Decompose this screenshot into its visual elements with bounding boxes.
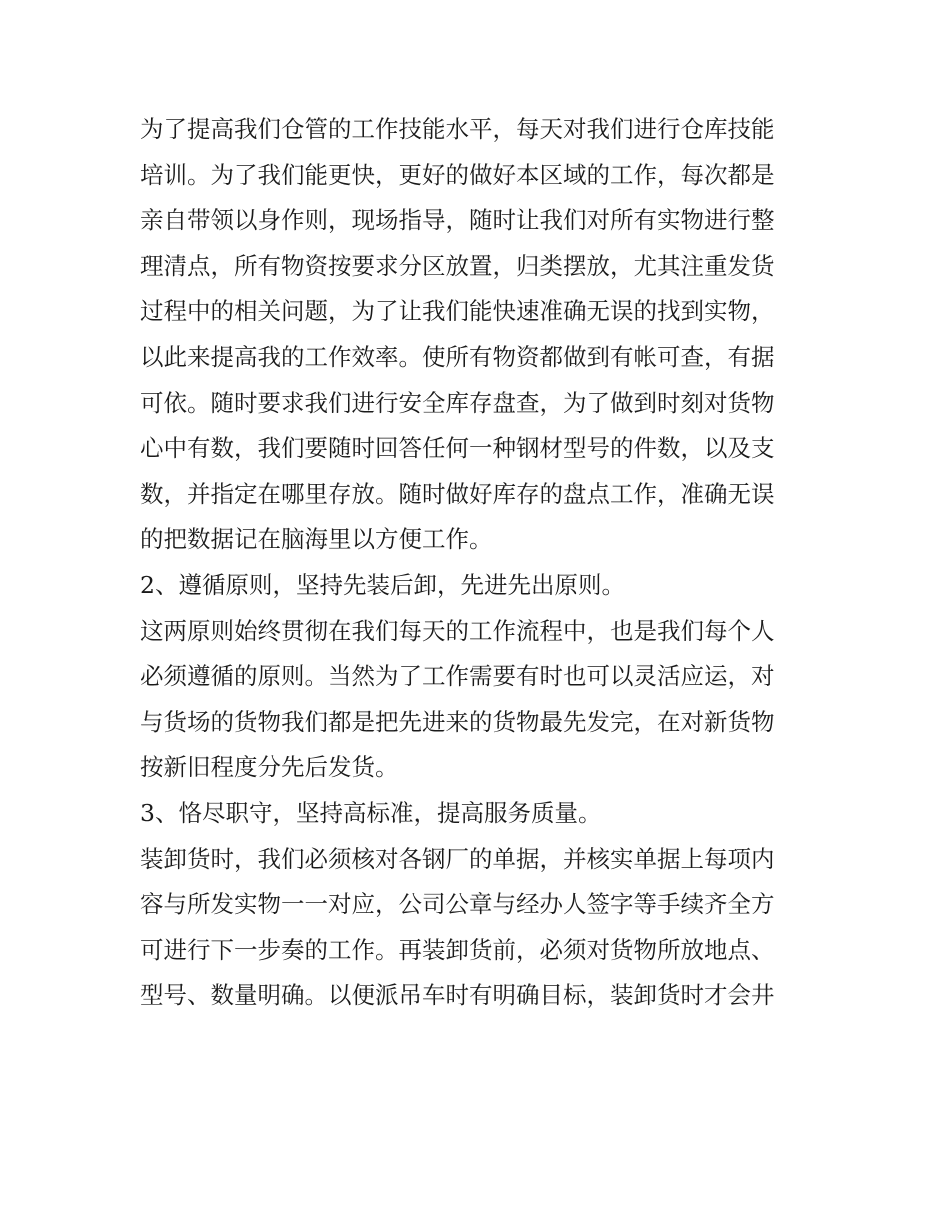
text-line: 培训。为了我们能更快，更好的做好本区域的工作，每次都是 [140, 160, 775, 189]
text-line: 以此来提高我的工作效率。使所有物资都做到有帐可查，有据 [140, 342, 775, 371]
text-line: 必须遵循的原则。当然为了工作需要有时也可以灵活应运，对 [140, 662, 775, 691]
heading-line: 3、恪尽职守，坚持高标准，提高服务质量。 [140, 798, 602, 827]
section-heading-2 [140, 563, 820, 609]
paragraph-training [140, 107, 820, 563]
paragraph-loading [140, 837, 820, 1019]
text-line: 理清点，所有物资按要求分区放置，归类摆放，尤其注重发货 [140, 251, 775, 280]
text-line: 可进行下一步奏的工作。再装卸货前，必须对货物所放地点、 [140, 935, 775, 964]
document-body [140, 107, 820, 1019]
paragraph-principles [140, 609, 820, 791]
text-line: 容与所发实物一一对应，公司公章与经办人签字等手续齐全方 [140, 890, 775, 919]
text-line: 装卸货时，我们必须核对各钢厂的单据，并核实单据上每项内 [140, 844, 775, 873]
text-line: 的把数据记在脑海里以方便工作。 [140, 525, 493, 554]
text-line: 心中有数，我们要随时回答任何一种钢材型号的件数，以及支 [140, 434, 775, 463]
text-line: 按新旧程度分先后发货。 [140, 753, 399, 782]
text-line: 为了提高我们仓管的工作技能水平，每天对我们进行仓库技能 [140, 115, 775, 143]
text-line: 与货场的货物我们都是把先进来的货物最先发完，在对新货物 [140, 707, 775, 736]
section-heading-3 [140, 791, 820, 837]
heading-line: 2、遵循原则，坚持先装后卸，先进先出原则。 [140, 570, 625, 599]
text-line: 亲自带领以身作则，现场指导，随时让我们对所有实物进行整 [140, 206, 775, 235]
text-line: 可依。随时要求我们进行安全库存盘查，为了做到时刻对货物 [140, 388, 775, 417]
text-line: 数，并指定在哪里存放。随时做好库存的盘点工作，准确无误 [140, 479, 775, 508]
text-line: 型号、数量明确。以便派吊车时有明确目标，装卸货时才会井 [140, 981, 775, 1010]
text-line: 过程中的相关问题，为了让我们能快速准确无误的找到实物， [140, 297, 775, 326]
text-line: 这两原则始终贯彻在我们每天的工作流程中，也是我们每个人 [140, 616, 775, 645]
